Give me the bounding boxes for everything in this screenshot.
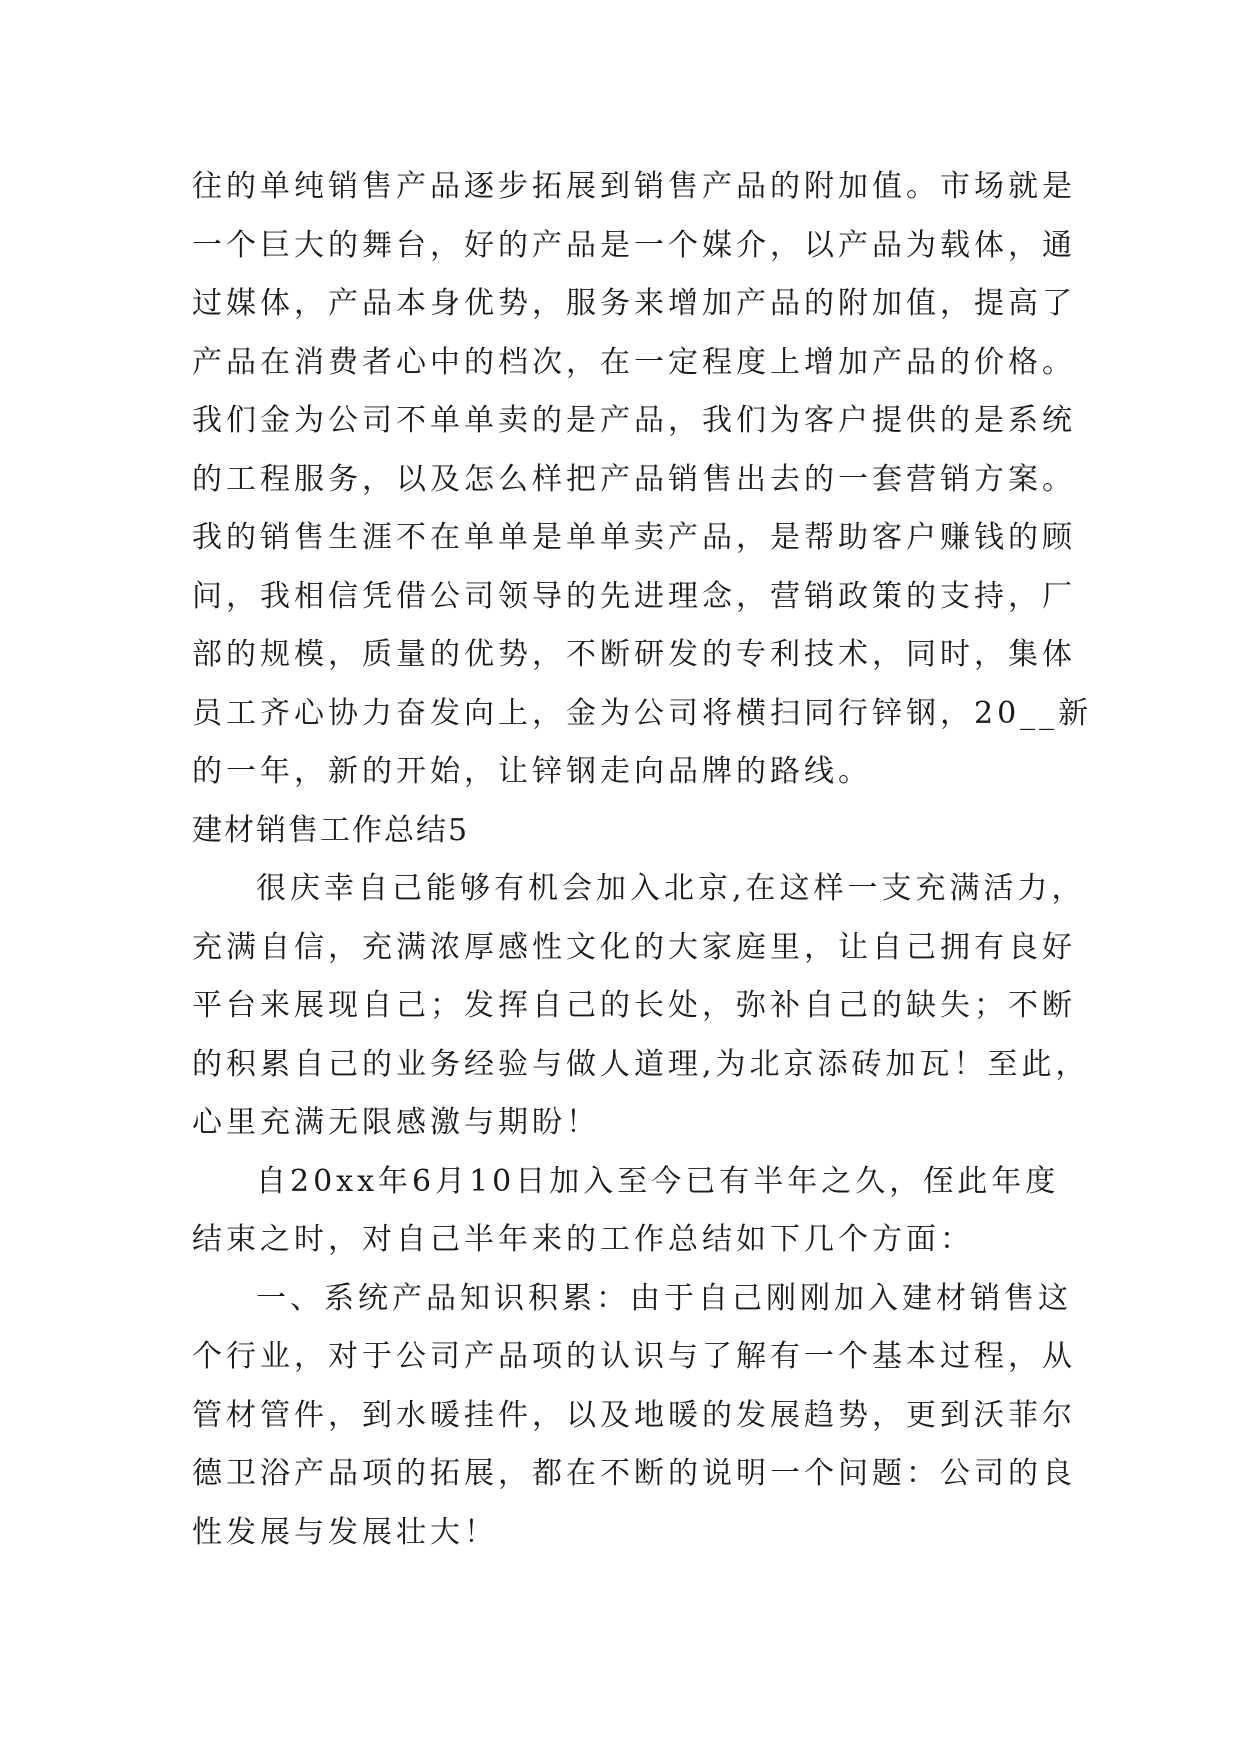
text-line: 结束之时，对自己半年来的工作总结如下几个方面： <box>192 1222 974 1257</box>
text-line: 德卫浴产品项的拓展，都在不断的说明一个问题：公司的良 <box>192 1456 1076 1491</box>
text-line: 平台来展现自己；发挥自己的长处，弥补自己的缺失；不断 <box>192 988 1076 1023</box>
text-line: 的一年，新的开始，让锌钢走向品牌的路线。 <box>192 754 872 789</box>
text-line: 员工齐心协力奋发向上，金为公司将横扫同行锌钢，20__新 <box>192 695 1093 731</box>
text-line: 的工程服务，以及怎么样把产品销售出去的一套营销方案。 <box>192 461 1076 497</box>
section-heading: 建材销售工作总结5 <box>192 812 470 848</box>
text-line: 的积累自己的业务经验与做人道理,为北京添砖加瓦！至此， <box>192 1046 1090 1082</box>
text-line: 往的单纯销售产品逐步拓展到销售产品的附加值。市场就是 <box>192 169 1076 204</box>
text-line: 自20xx年6月10日加入至今已有半年之久，侄此年度 <box>256 1163 1060 1199</box>
text-line: 一、系统产品知识积累：由于自己刚刚加入建材销售这 <box>256 1280 1072 1316</box>
text-line: 过媒体，产品本身优势，服务来增加产品的附加值，提高了 <box>192 286 1076 321</box>
text-line: 性发展与发展壮大！ <box>192 1514 498 1550</box>
paragraph-product-knowledge <box>192 1270 1076 1563</box>
text-line: 心里充满无限感激与期盼！ <box>192 1105 600 1140</box>
text-line: 我的销售生涯不在单单是单单卖产品，是帮助客户赚钱的顾 <box>192 520 1076 555</box>
text-line: 一个巨大的舞台，好的产品是一个媒介，以产品为载体，通 <box>192 227 1076 263</box>
text-line: 管材管件，到水暖挂件，以及地暖的发展趋势，更到沃菲尔 <box>192 1397 1076 1433</box>
paragraph-intro <box>192 860 1090 1153</box>
text-line: 部的规模，质量的优势，不断研发的专利技术，同时，集体 <box>192 637 1076 672</box>
text-line: 问，我相信凭借公司领导的先进理念，营销政策的支持，厂 <box>192 578 1076 614</box>
text-line: 很庆幸自己能够有机会加入北京,在这样一支充满活力， <box>256 871 1086 906</box>
text-line: 充满自信，充满浓厚感性文化的大家庭里，让自己拥有良好 <box>192 929 1076 965</box>
text-line: 我们金为公司不单单卖的是产品，我们为客户提供的是系统 <box>192 403 1076 438</box>
paragraph-continued <box>192 158 1093 802</box>
document-body <box>192 158 1093 1562</box>
text-line: 个行业，对于公司产品项的认识与了解有一个基本过程，从 <box>192 1339 1076 1374</box>
text-line: 产品在消费者心中的档次，在一定程度上增加产品的价格。 <box>192 344 1076 380</box>
paragraph-summary-intro <box>192 1153 1072 1270</box>
